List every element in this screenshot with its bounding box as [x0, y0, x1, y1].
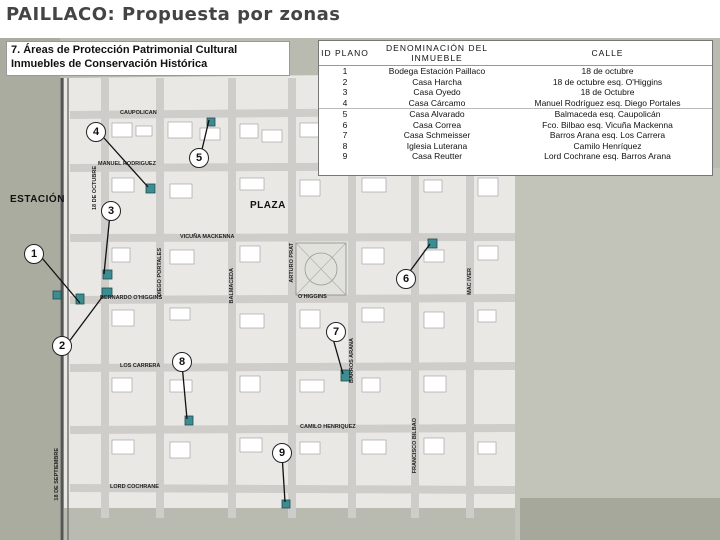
- table-row: [319, 109, 712, 120]
- site-marker-7[interactable]: 7: [326, 322, 346, 342]
- site-marker-3[interactable]: 3: [101, 201, 121, 221]
- site-marker-6[interactable]: 6: [396, 269, 416, 289]
- street-label: BARROS ARANA: [349, 338, 355, 384]
- street-label: BERNARDO O'HIGGINS: [100, 295, 163, 301]
- cell-id: 2: [342, 76, 348, 87]
- street-label: BALMACEDA: [229, 268, 235, 304]
- street-label: VICUÑA MACKENNA: [180, 234, 235, 240]
- table-header-row: [319, 41, 712, 66]
- street-label: 18 DE SEPTIEMBRE: [54, 448, 60, 501]
- street-label: CAUPOLICAN: [120, 110, 157, 116]
- satellite-bottom: [520, 498, 720, 540]
- column-header-name: DENOMINACIÓN DEL INMUEBLE: [371, 41, 503, 66]
- street-label: FRANCISCO BILBAO: [412, 418, 418, 474]
- cell-id: 4: [342, 97, 348, 108]
- cell-name: Casa Correa: [412, 119, 462, 130]
- table-row: [319, 130, 712, 141]
- cell-id: 1: [342, 66, 348, 76]
- cell-id: 6: [342, 119, 348, 130]
- cell-street: 18 de Octubre: [580, 87, 635, 97]
- cell-id: 5: [319, 109, 371, 120]
- cell-id: 8: [342, 140, 348, 151]
- cell-id: 7: [342, 130, 348, 140]
- site-marker-1[interactable]: 1: [24, 244, 44, 264]
- cell-id: 9: [342, 151, 348, 161]
- table-row: [319, 151, 712, 162]
- heritage-table-grid: [319, 41, 712, 162]
- table-row: [319, 66, 712, 77]
- cell-name: Casa Cárcamo: [408, 97, 466, 108]
- heritage-table: [318, 40, 713, 176]
- site-marker-4[interactable]: 4: [86, 122, 106, 142]
- column-header-street: CALLE: [503, 41, 712, 66]
- table-row: [319, 141, 712, 152]
- cell-street: 18 de octubre esq. O'Higgins: [552, 76, 663, 87]
- table-row: [319, 87, 712, 98]
- cell-street: Manuel Rodríguez esq. Diego Portales: [534, 97, 681, 108]
- satellite-left: [0, 38, 60, 540]
- site-marker-2[interactable]: 2: [52, 336, 72, 356]
- cell-street: Lord Cochrane esq. Barros Arana: [544, 151, 671, 161]
- street-label: ARTURO PRAT: [289, 243, 295, 283]
- cell-name: Bodega Estación Paillaco: [388, 66, 486, 76]
- map-subtitle-box: [6, 41, 290, 76]
- cell-street: 18 de octubre: [581, 66, 634, 76]
- table-row: [319, 77, 712, 88]
- street-label: LORD COCHRANE: [110, 484, 159, 490]
- cell-id: 3: [342, 87, 348, 97]
- plaza-label: PLAZA: [250, 200, 286, 211]
- street-label: CAMILO HENRIQUEZ: [300, 424, 356, 430]
- table-row: [319, 120, 712, 131]
- site-marker-8[interactable]: 8: [172, 352, 192, 372]
- cell-name: Casa Harcha: [412, 76, 462, 87]
- page-title: PAILLACO: Propuesta por zonas: [6, 4, 341, 25]
- table-row: [319, 98, 712, 109]
- column-header-id: ID PLANO: [319, 41, 371, 66]
- street-label: LOS CARRERA: [120, 363, 161, 369]
- street-label: 18 DE OCTUBRE: [92, 166, 98, 211]
- satellite-right: [515, 168, 720, 540]
- subtitle-line-1: 7. Áreas de Protección Patrimonial Cultural: [11, 44, 238, 56]
- cell-name: Iglesia Luterana: [406, 140, 468, 151]
- cell-street: Barros Arana esq. Los Carrera: [549, 130, 666, 140]
- cell-street: Camilo Henríquez: [573, 140, 642, 151]
- cell-name: Casa Schmeisser: [403, 130, 471, 140]
- street-label: MAC IVER: [467, 268, 473, 295]
- subtitle-line-2: Inmuebles de Conservación Histórica: [11, 58, 208, 70]
- street-label: MANUEL RODRIGUEZ: [98, 161, 156, 167]
- station-label: ESTACIÓN: [10, 194, 65, 205]
- cell-name: Casa Reutter: [411, 151, 463, 161]
- cell-street: Fco. Bilbao esq. Vicuña Mackenna: [542, 119, 673, 130]
- street-label: DIEGO PORTALES: [157, 248, 163, 297]
- title-bar: [0, 0, 720, 36]
- cell-name: Casa Oyedo: [413, 87, 461, 97]
- street-label: O'HIGGINS: [298, 294, 327, 300]
- table-body: [319, 66, 712, 162]
- cell-street: Balmaceda esq. Caupolicán: [503, 109, 712, 120]
- site-marker-5[interactable]: 5: [189, 148, 209, 168]
- site-marker-9[interactable]: 9: [272, 443, 292, 463]
- cell-name: Casa Alvarado: [371, 109, 503, 120]
